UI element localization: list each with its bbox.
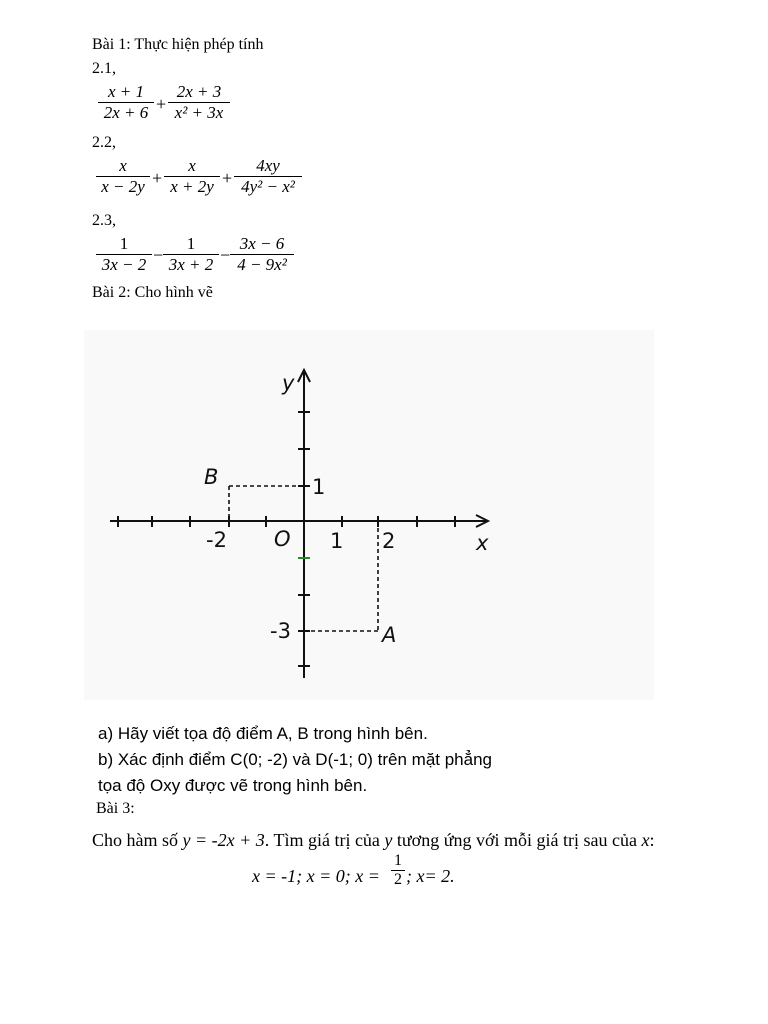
x-values-part-2: ; x= 2.	[406, 866, 455, 886]
denominator: 4y² − x²	[234, 176, 302, 197]
tick-label-x-neg2: -2	[206, 528, 227, 552]
statement-text: . Tìm giá trị của	[264, 830, 385, 850]
denominator: x − 2y	[96, 176, 150, 197]
numerator: 1	[119, 234, 129, 253]
minus-operator: −	[220, 245, 231, 265]
denominator: 3x + 2	[163, 254, 219, 275]
denominator: 2x + 6	[98, 102, 154, 123]
denominator: x + 2y	[164, 176, 220, 197]
origin-label: O	[274, 527, 291, 551]
exercise-3-statement	[92, 830, 654, 851]
problem-2-3-label: 2.3,	[92, 212, 116, 229]
fraction-one-half	[391, 852, 405, 889]
statement-text: Cho hàm số	[92, 830, 183, 850]
question-2b-line-1: b) Xác định điểm C(0; -2) và D(-1; 0) trên mặt phẳng	[98, 750, 492, 769]
exercise-1-title: Bài 1: Thực hiện phép tính	[92, 36, 264, 53]
numerator: x	[119, 156, 127, 175]
tick-label-y-neg3: -3	[270, 619, 291, 643]
function-equation: y = -2x + 3	[182, 830, 265, 850]
point-b-label: B	[204, 465, 219, 489]
statement-text: tương ứng với mỗi giá trị sau của	[392, 830, 642, 850]
denominator: 3x − 2	[96, 254, 152, 275]
plus-operator: +	[156, 94, 167, 114]
numerator: x + 1	[107, 82, 145, 101]
x-values-part-1: x = -1; x = 0; x =	[252, 866, 380, 886]
tick-label-y-1: 1	[312, 475, 326, 499]
denominator: 4 − 9x²	[230, 254, 294, 275]
problem-2-1-label: 2.1,	[92, 60, 116, 77]
variable-y: y	[384, 830, 393, 850]
numerator: 1	[186, 234, 196, 253]
denominator: x² + 3x	[168, 102, 230, 123]
y-axis-label: y	[282, 371, 295, 395]
point-b-guides	[229, 486, 304, 521]
plus-operator: +	[152, 168, 163, 188]
statement-text: :	[649, 830, 655, 850]
numerator: x	[188, 156, 196, 175]
tick-label-x-2: 2	[382, 529, 396, 553]
question-2b-line-2: tọa độ Oxy được vẽ trong hình bên.	[98, 776, 368, 795]
problem-2-2-label: 2.2,	[92, 134, 116, 151]
denominator: 2	[391, 870, 405, 889]
minus-operator: −	[153, 245, 164, 265]
numerator: 4xy	[256, 156, 280, 175]
numerator: 2x + 3	[176, 82, 222, 101]
question-2a: a) Hãy viết tọa độ điểm A, B trong hình bên.	[98, 724, 428, 743]
point-a-label: A	[382, 623, 397, 647]
variable-x: x	[641, 830, 650, 850]
exercise-2-title: Bài 2: Cho hình vẽ	[92, 284, 213, 301]
exercise-3-title: Bài 3:	[96, 800, 135, 817]
numerator: 1	[394, 852, 402, 869]
plus-operator: +	[222, 168, 233, 188]
numerator: 3x − 6	[239, 234, 285, 253]
x-axis-label: x	[476, 531, 489, 555]
tick-label-x-1: 1	[330, 529, 344, 553]
